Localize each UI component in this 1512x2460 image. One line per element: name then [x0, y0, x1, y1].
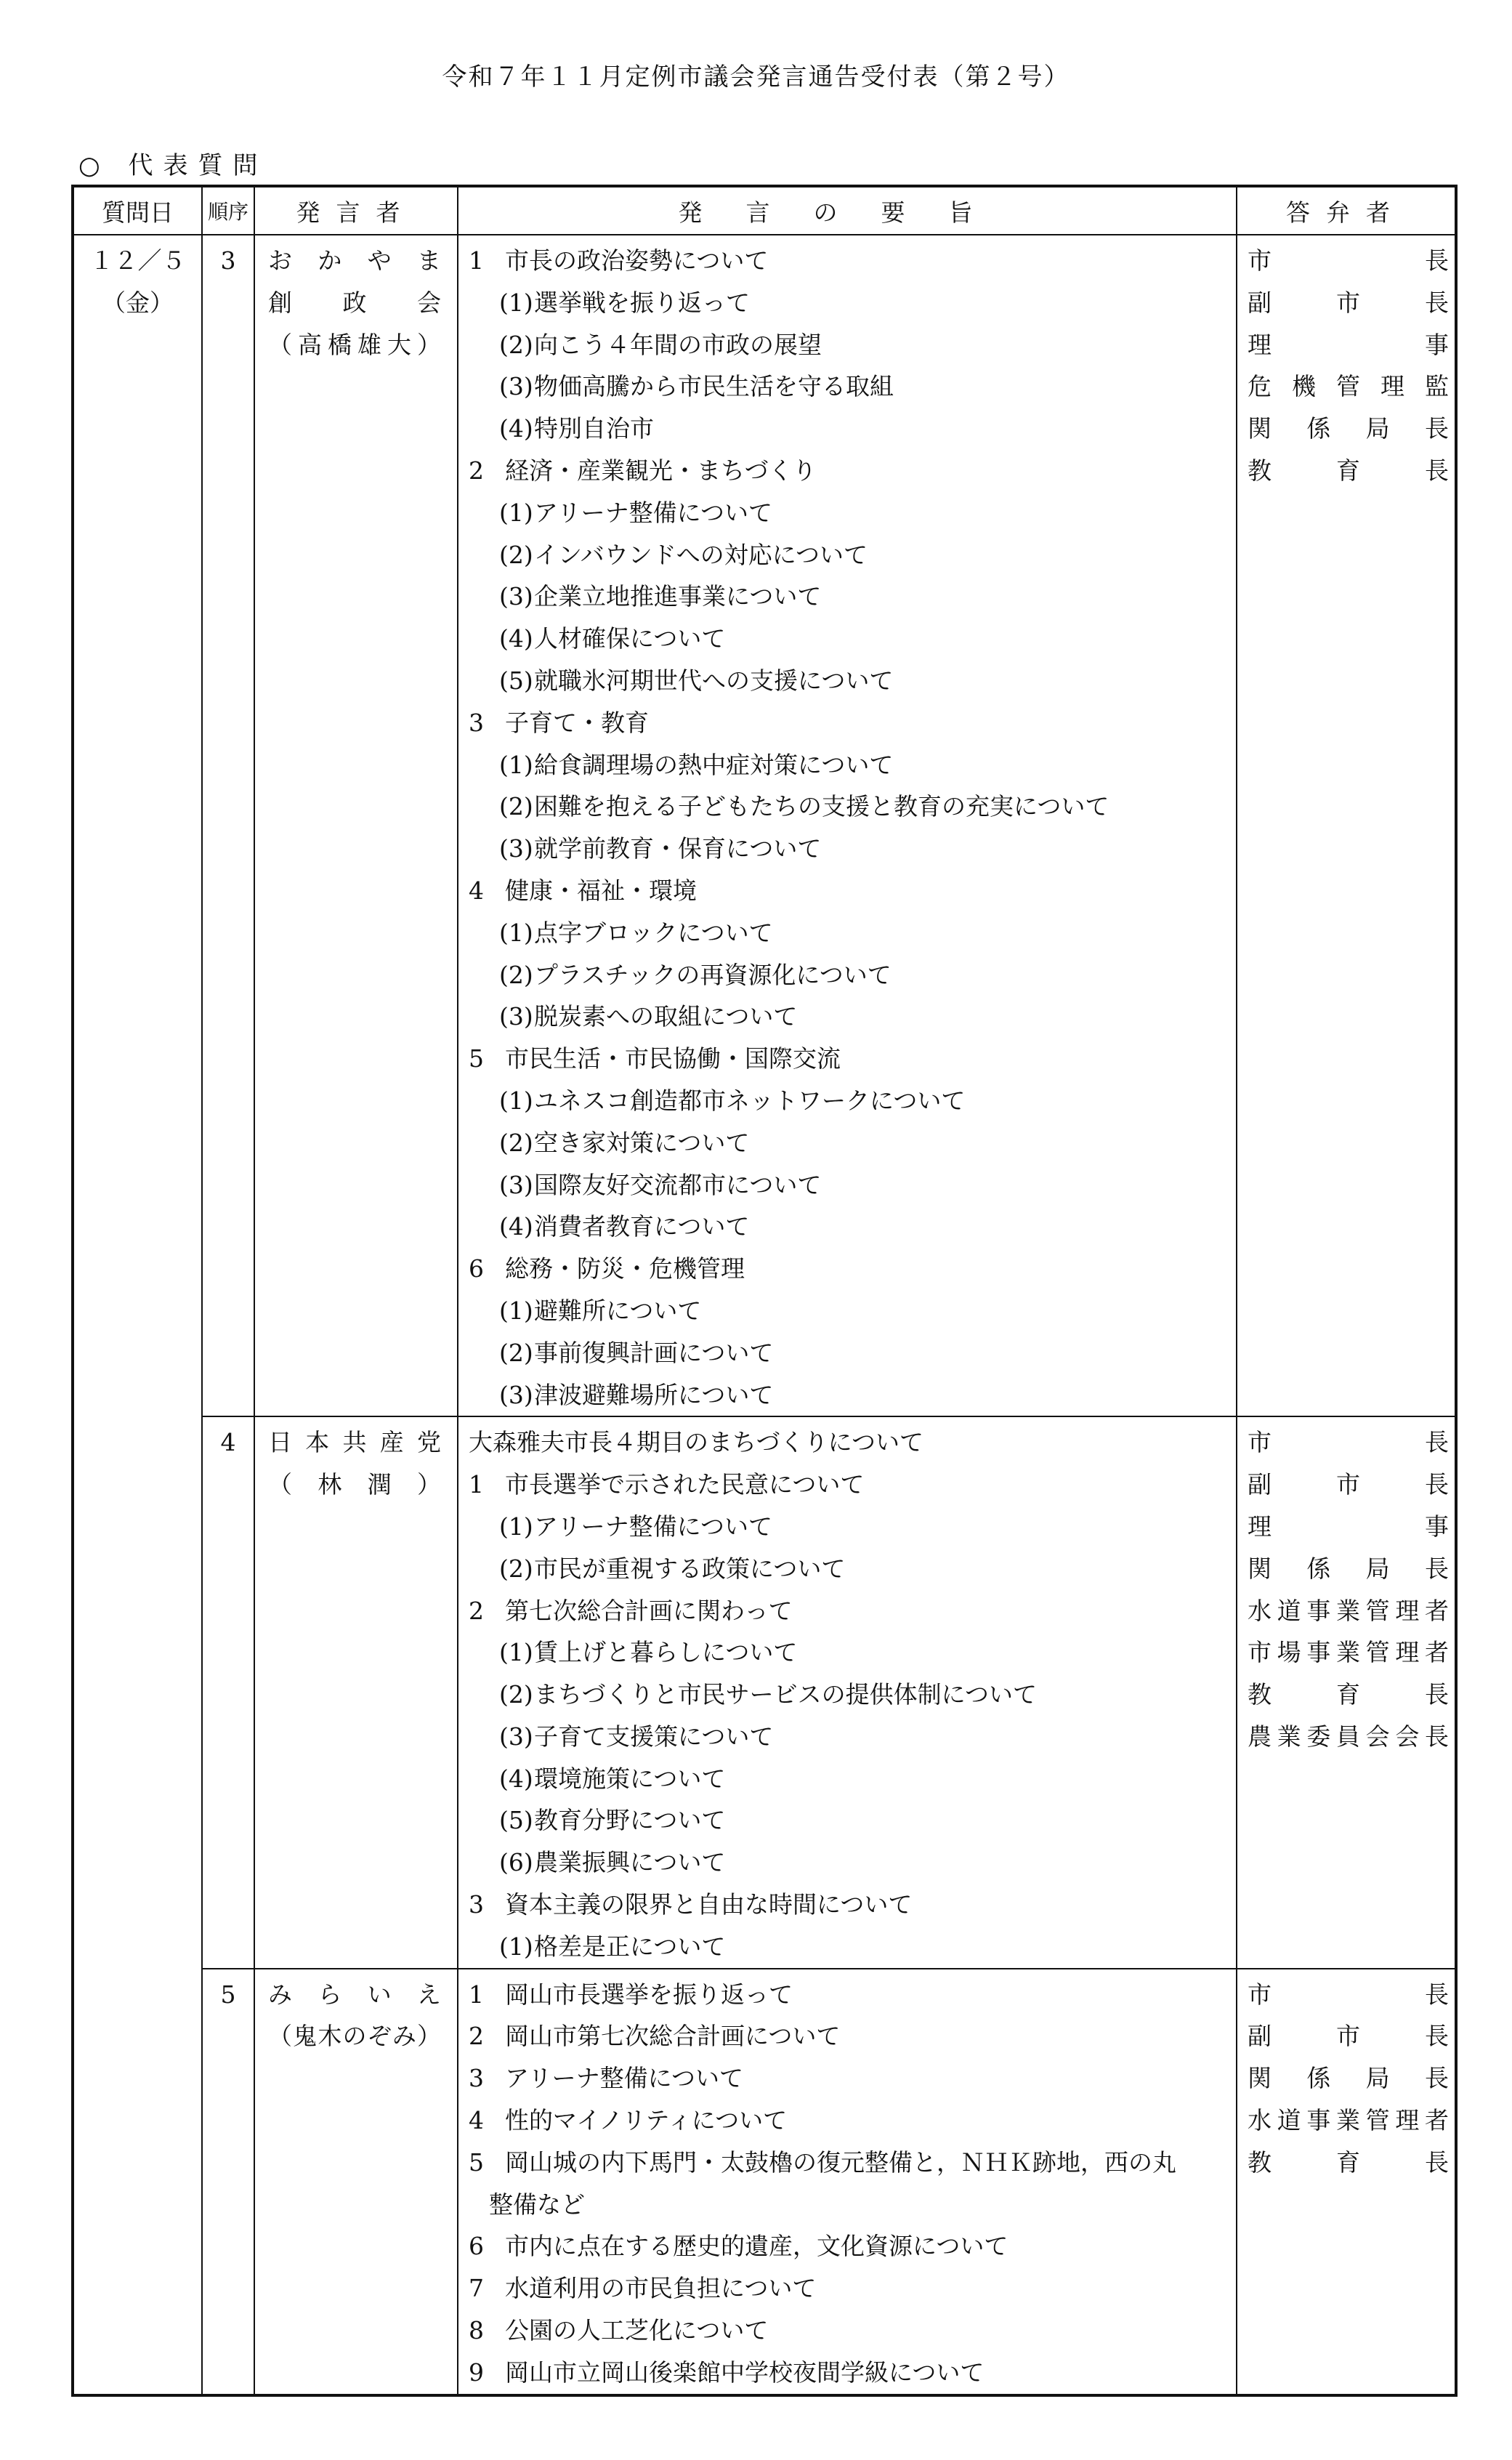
- answerer: 市長: [1248, 246, 1449, 275]
- point-number: (3): [499, 1170, 533, 1199]
- speech-point: [469, 2310, 1236, 2352]
- speaker-cell: [254, 1416, 458, 1968]
- point-text: 空き家対策について: [534, 1128, 750, 1157]
- speech-point: [469, 1374, 1236, 1416]
- point-text: 整備など: [489, 2190, 585, 2219]
- point-number: 3: [469, 1890, 484, 1919]
- speech-point: [469, 2352, 1236, 2394]
- point-text: アリーナ整備について: [534, 498, 773, 527]
- speech-point: [469, 408, 1236, 450]
- answerer: 水道事業管理者: [1248, 1596, 1449, 1625]
- point-number: (1): [499, 1296, 533, 1325]
- speech-point: [469, 786, 1236, 828]
- point-text: 企業立地推進事業について: [534, 582, 822, 611]
- speech-point: [469, 912, 1236, 954]
- table-header-row: [73, 186, 1456, 235]
- point-text: 給食調理場の熱中症対策について: [534, 750, 894, 779]
- point-text: 総務・防災・危機管理: [505, 1254, 745, 1283]
- speech-point: [469, 1674, 1236, 1716]
- speech-point: [469, 282, 1236, 324]
- point-text: インバウンドへの対応について: [534, 540, 868, 569]
- point-text: 水道利用の市民負担について: [505, 2274, 817, 2303]
- point-number: 2: [469, 1596, 484, 1625]
- speech-point: [469, 2015, 1236, 2057]
- speech-point: [469, 1716, 1236, 1758]
- point-text: 岡山市長選挙を振り返って: [505, 1980, 793, 2009]
- speech-point: [469, 1290, 1236, 1332]
- point-text: 津波避難場所について: [534, 1380, 774, 1409]
- point-text: アリーナ整備について: [505, 2064, 744, 2093]
- point-text: 性的マイノリティについて: [505, 2106, 788, 2135]
- point-number: (3): [499, 1002, 533, 1031]
- point-text: 人材確保について: [534, 624, 726, 653]
- point-number: 4: [469, 876, 484, 905]
- speech-point: [469, 450, 1236, 492]
- answerers-cell: [1237, 235, 1456, 1416]
- answerer: 市場事業管理者: [1248, 1638, 1449, 1667]
- point-number: 6: [469, 2232, 484, 2261]
- point-text: 公園の人工芝化について: [505, 2316, 769, 2345]
- table-row: [73, 1416, 1456, 1968]
- speech-point: [469, 1080, 1236, 1122]
- speech-point: [469, 576, 1236, 618]
- point-text: 資本主義の限界と自由な時間について: [505, 1890, 913, 1919]
- answerer: 農業委員会会長: [1248, 1722, 1449, 1751]
- speech-point: [469, 1799, 1236, 1842]
- point-text: 市民生活・市民協働・国際交流: [505, 1044, 841, 1073]
- speech-point: [469, 660, 1236, 702]
- point-number: (6): [499, 1848, 533, 1877]
- point-number: 1: [469, 1470, 484, 1499]
- point-number: (2): [499, 1554, 533, 1583]
- question-date-line: （金）: [102, 288, 174, 317]
- page-title: 令和７年１１月定例市議会発言通告受付表（第２号）: [442, 62, 1070, 92]
- answerer: 市長: [1248, 1428, 1449, 1457]
- point-number: (3): [499, 372, 533, 401]
- speaker-line: みらいえ: [268, 1980, 441, 2009]
- point-number: (3): [499, 582, 533, 611]
- order-cell: [202, 1969, 254, 2395]
- speaker-line: （林潤）: [268, 1470, 441, 1499]
- point-number: 2: [469, 456, 484, 485]
- speech-point: [469, 1974, 1236, 2016]
- speech-point: [469, 744, 1236, 786]
- point-number: (2): [499, 1128, 533, 1157]
- answerer: 理事: [1248, 330, 1449, 359]
- point-text: まちづくりと市民サービスの提供体制について: [534, 1680, 1038, 1709]
- speech-points-cell: [458, 1969, 1237, 2395]
- question-date-cell: [73, 235, 202, 2395]
- point-number: (1): [499, 1932, 533, 1961]
- point-number: (3): [499, 834, 533, 863]
- point-text: 国際友好交流都市について: [534, 1170, 822, 1199]
- point-text: 賃上げと暮らしについて: [534, 1638, 798, 1667]
- speech-point: [469, 2267, 1236, 2310]
- point-text: 経済・産業観光・まちづくり: [505, 456, 817, 485]
- speech-point: [469, 1122, 1236, 1164]
- speech-points-cell: [458, 235, 1237, 1416]
- point-text: 点字ブロックについて: [534, 918, 773, 947]
- speech-point: [469, 324, 1236, 366]
- point-number: 6: [469, 1254, 484, 1283]
- speaker-line: 日本共産党: [268, 1428, 441, 1457]
- answerer: 副市長: [1248, 1470, 1449, 1499]
- speech-point: [469, 1632, 1236, 1674]
- answerer: 市長: [1248, 1980, 1449, 2009]
- point-number: (1): [499, 1512, 533, 1541]
- point-number: (1): [499, 1086, 533, 1115]
- point-text: 市内に点在する歴史的遺産，文化資源について: [505, 2232, 1008, 2261]
- speaker-line: （鬼木のぞみ）: [268, 2022, 441, 2051]
- point-text: 市長選挙で示された民意について: [505, 1470, 865, 1499]
- point-text: 岡山城の内下馬門・太鼓櫓の復元整備と，ＮＨＫ跡地，西の丸: [505, 2148, 1176, 2177]
- question-date-line: １２／５: [89, 246, 186, 275]
- point-number: (2): [499, 540, 533, 569]
- speaker-cell: [254, 235, 458, 1416]
- speech-point: [469, 1548, 1236, 1590]
- speech-point: [469, 1164, 1236, 1206]
- speech-point: [469, 1206, 1236, 1248]
- point-number: (4): [499, 414, 533, 443]
- point-number: (1): [499, 498, 533, 527]
- point-text: 脱炭素への取組について: [534, 1002, 798, 1031]
- point-number: 7: [469, 2274, 484, 2303]
- answerers-cell: [1237, 1416, 1456, 1968]
- speaker-cell: [254, 1969, 458, 2395]
- point-number: (2): [499, 330, 533, 359]
- point-text: 市民が重視する政策について: [534, 1554, 846, 1583]
- speaker-line: 創政会: [268, 288, 441, 317]
- point-text: 格差是正について: [534, 1932, 726, 1961]
- speech-points-cell: [458, 1416, 1237, 1968]
- header-order: 順序: [202, 186, 254, 235]
- point-number: (2): [499, 1680, 533, 1709]
- speaker-line: （高橋雄大）: [268, 330, 441, 359]
- point-number: 8: [469, 2316, 484, 2345]
- point-number: (4): [499, 1212, 533, 1241]
- point-number: (1): [499, 918, 533, 947]
- speech-point: [469, 996, 1236, 1038]
- point-text: 市長の政治姿勢について: [505, 246, 769, 275]
- point-number: 3: [469, 2064, 484, 2093]
- order-number: 3: [220, 246, 236, 275]
- answerer: 関係局長: [1248, 1554, 1449, 1583]
- point-number: (2): [499, 1338, 533, 1367]
- table-row: [73, 235, 1456, 1416]
- table-row: [73, 1969, 1456, 2395]
- answerer: 副市長: [1248, 288, 1449, 317]
- point-number: (5): [499, 1806, 533, 1835]
- point-number: 2: [469, 2022, 484, 2051]
- point-text: 環境施策について: [534, 1764, 726, 1793]
- point-text: 第七次総合計画に関わって: [505, 1596, 793, 1625]
- speech-point: [469, 1506, 1236, 1548]
- speech-point: [469, 240, 1236, 282]
- order-cell: [202, 1416, 254, 1968]
- point-text: 避難所について: [534, 1296, 702, 1325]
- answerer: 教育長: [1248, 2148, 1449, 2177]
- speech-point: [469, 2184, 1236, 2226]
- point-number: (1): [499, 288, 533, 317]
- point-number: (4): [499, 1764, 533, 1793]
- point-number: (4): [499, 624, 533, 653]
- speech-point: [469, 1926, 1236, 1968]
- point-number: (3): [499, 1380, 533, 1409]
- point-number: 3: [469, 708, 484, 737]
- speech-point: [469, 1248, 1236, 1290]
- point-text: 物価高騰から市民生活を守る取組: [534, 372, 894, 401]
- point-number: (3): [499, 1722, 533, 1751]
- point-text: 就職氷河期世代への支援について: [534, 666, 894, 695]
- speech-point: [469, 2142, 1236, 2184]
- speech-point: [469, 1884, 1236, 1926]
- speech-point: [469, 954, 1236, 996]
- point-number: (1): [499, 750, 533, 779]
- order-number: 5: [220, 1980, 236, 2009]
- point-text: 岡山市第七次総合計画について: [505, 2022, 841, 2051]
- point-text: 困難を抱える子どもたちの支援と教育の充実について: [534, 792, 1109, 821]
- speech-point: [469, 1332, 1236, 1374]
- point-number: 5: [469, 1044, 484, 1073]
- answerer: 水道事業管理者: [1248, 2106, 1449, 2135]
- speech-point: [469, 2057, 1236, 2100]
- answerer: 副市長: [1248, 2022, 1449, 2051]
- speech-point: [469, 492, 1236, 534]
- speech-point: [469, 1421, 1236, 1464]
- point-number: (2): [499, 792, 533, 821]
- point-text: 子育て・教育: [505, 708, 649, 737]
- speech-point: [469, 2225, 1236, 2267]
- speech-point: [469, 1842, 1236, 1884]
- point-text: 健康・福祉・環境: [505, 876, 697, 905]
- point-number: 5: [469, 2148, 484, 2177]
- point-number: (1): [499, 1638, 533, 1667]
- speech-point: [469, 1590, 1236, 1632]
- point-text: 消費者教育について: [534, 1212, 750, 1241]
- header-date: 質問日: [73, 186, 202, 235]
- answerer: 理事: [1248, 1512, 1449, 1541]
- answerer: 危機管理監: [1248, 372, 1449, 401]
- point-text: 岡山市立岡山後楽館中学校夜間学級について: [505, 2358, 985, 2387]
- point-text: 教育分野について: [534, 1806, 726, 1835]
- order-number: 4: [220, 1428, 236, 1457]
- point-text: 事前復興計画について: [534, 1338, 774, 1367]
- point-text: 農業振興について: [534, 1848, 726, 1877]
- speech-notice-table: [71, 185, 1458, 2397]
- point-number: 4: [469, 2106, 484, 2135]
- point-number: 1: [469, 1980, 484, 2009]
- speech-point: [469, 1038, 1236, 1080]
- speech-point: [469, 870, 1236, 912]
- point-text: ユネスコ創造都市ネットワークについて: [534, 1086, 966, 1115]
- answerer: 関係局長: [1248, 2064, 1449, 2093]
- point-number: (5): [499, 666, 533, 695]
- table-body: [73, 235, 1456, 2395]
- point-text: 向こう４年間の市政の展望: [534, 330, 822, 359]
- point-text: 選挙戦を振り返って: [534, 288, 750, 317]
- answerers-cell: [1237, 1969, 1456, 2395]
- speech-point: [469, 366, 1236, 408]
- point-text: 大森雅夫市長４期目のまちづくりについて: [469, 1428, 924, 1457]
- section-heading: ○ 代表質問: [78, 151, 268, 180]
- answerer: 関係局長: [1248, 414, 1449, 443]
- speech-point: [469, 618, 1236, 660]
- header-speaker: 発言者: [254, 186, 458, 235]
- speech-point: [469, 702, 1236, 744]
- order-cell: [202, 235, 254, 1416]
- header-answerers: 答弁者: [1237, 186, 1456, 235]
- point-text: アリーナ整備について: [534, 1512, 773, 1541]
- point-text: 就学前教育・保育について: [534, 834, 822, 863]
- speaker-line: おかやま: [268, 246, 441, 275]
- speech-point: [469, 2100, 1236, 2142]
- point-text: 特別自治市: [534, 414, 654, 443]
- speech-point: [469, 1758, 1236, 1800]
- point-number: (2): [499, 960, 533, 989]
- speech-point: [469, 828, 1236, 870]
- answerer: 教育長: [1248, 1680, 1449, 1709]
- speech-point: [469, 534, 1236, 576]
- speech-point: [469, 1464, 1236, 1506]
- point-text: 子育て支援策について: [534, 1722, 774, 1751]
- point-number: 9: [469, 2358, 484, 2387]
- point-text: プラスチックの再資源化について: [534, 960, 892, 989]
- point-number: 1: [469, 246, 484, 275]
- answerer: 教育長: [1248, 456, 1449, 485]
- header-points: 発言の要旨: [458, 186, 1237, 235]
